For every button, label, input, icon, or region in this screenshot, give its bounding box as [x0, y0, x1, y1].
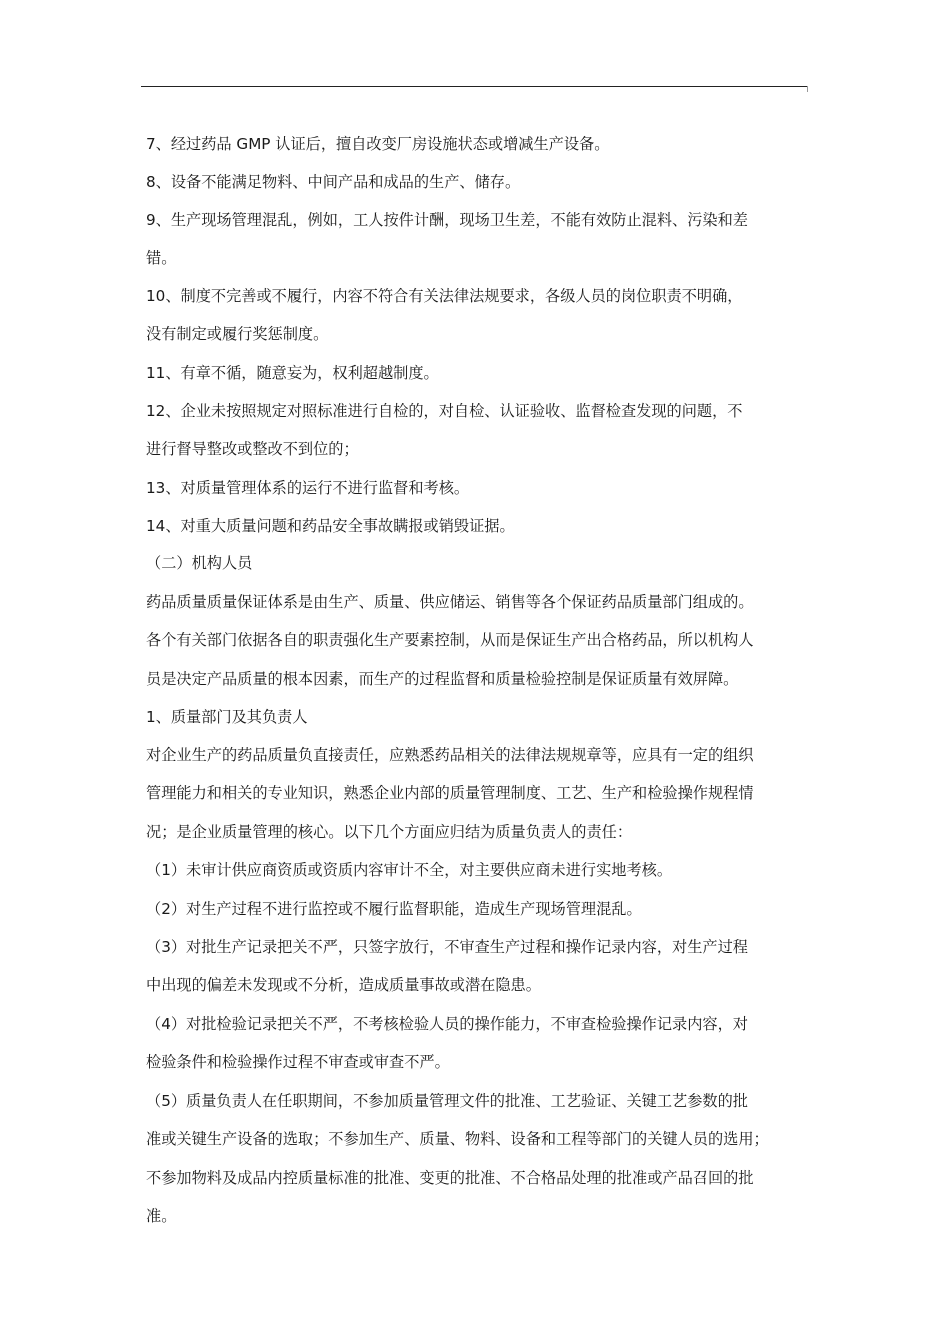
- text-line: 准。: [146, 1207, 177, 1225]
- text-line: （3）对批生产记录把关不严，只签字放行，不审查生产过程和操作记录内容，对生产过程: [146, 938, 748, 956]
- text-line: 准或关键生产设备的选取；不参加生产、质量、物料、设备和工程等部门的关键人员的选用；: [146, 1130, 769, 1148]
- text-line: 7、经过药品 GMP 认证后，擅自改变厂房设施状态或增减生产设备。: [146, 135, 610, 153]
- text-line: 13、对质量管理体系的运行不进行监督和考核。: [146, 479, 470, 497]
- header-rule-end-mark: [807, 86, 808, 92]
- header-rule: [141, 86, 808, 87]
- section-heading: （二）机构人员: [146, 554, 253, 572]
- subsection-heading: 1、质量部门及其负责人: [146, 708, 308, 726]
- text-line: 14、对重大质量问题和药品安全事故瞒报或销毁证据。: [146, 517, 515, 535]
- text-line: （4）对批检验记录把关不严，不考核检验人员的操作能力，不审查检验操作记录内容，对: [146, 1015, 748, 1033]
- text-line: 员是决定产品质量的根本因素，而生产的过程监督和质量检验控制是保证质量有效屏障。: [146, 670, 739, 688]
- text-line: 没有制定或履行奖惩制度。: [146, 325, 329, 343]
- text-line: 况；是企业质量管理的核心。以下几个方面应归结为质量负责人的责任：: [146, 823, 632, 841]
- text-line: 10、制度不完善或不履行，内容不符合有关法律法规要求，各级人员的岗位职责不明确，: [146, 287, 743, 305]
- text-line: 检验条件和检验操作过程不审查或审查不严。: [146, 1053, 450, 1071]
- text-line: （2）对生产过程不进行监控或不履行监督职能，造成生产现场管理混乱。: [146, 900, 642, 918]
- text-line: 9、生产现场管理混乱，例如，工人按件计酬，现场卫生差，不能有效防止混料、污染和差: [146, 211, 748, 229]
- text-line: 管理能力和相关的专业知识，熟悉企业内部的质量管理制度、工艺、生产和检验操作规程情: [146, 784, 754, 802]
- text-line: （1）未审计供应商资质或资质内容审计不全，对主要供应商未进行实地考核。: [146, 861, 673, 879]
- text-line: 对企业生产的药品质量负直接责任，应熟悉药品相关的法律法规规章等，应具有一定的组织: [146, 746, 754, 764]
- text-line: 药品质量质量保证体系是由生产、质量、供应储运、销售等各个保证药品质量部门组成的。: [146, 593, 754, 611]
- text-line: 8、设备不能满足物料、中间产品和成品的生产、储存。: [146, 173, 521, 191]
- text-line: 不参加物料及成品内控质量标准的批准、变更的批准、不合格品处理的批准或产品召回的批: [146, 1169, 754, 1187]
- text-line: 错。: [146, 249, 177, 267]
- text-line: 中出现的偏差未发现或不分析，造成质量事故或潜在隐患。: [146, 976, 541, 994]
- text-line: 11、有章不循，随意妄为，权利超越制度。: [146, 364, 439, 382]
- text-line: 进行督导整改或整改不到位的；: [146, 440, 359, 458]
- text-line: 各个有关部门依据各自的职责强化生产要素控制，从而是保证生产出合格药品，所以机构人: [146, 631, 754, 649]
- text-line: （5）质量负责人在任职期间，不参加质量管理文件的批准、工艺验证、关键工艺参数的批: [146, 1092, 748, 1110]
- text-line: 12、企业未按照规定对照标准进行自检的，对自检、认证验收、监督检查发现的问题，不: [146, 402, 743, 420]
